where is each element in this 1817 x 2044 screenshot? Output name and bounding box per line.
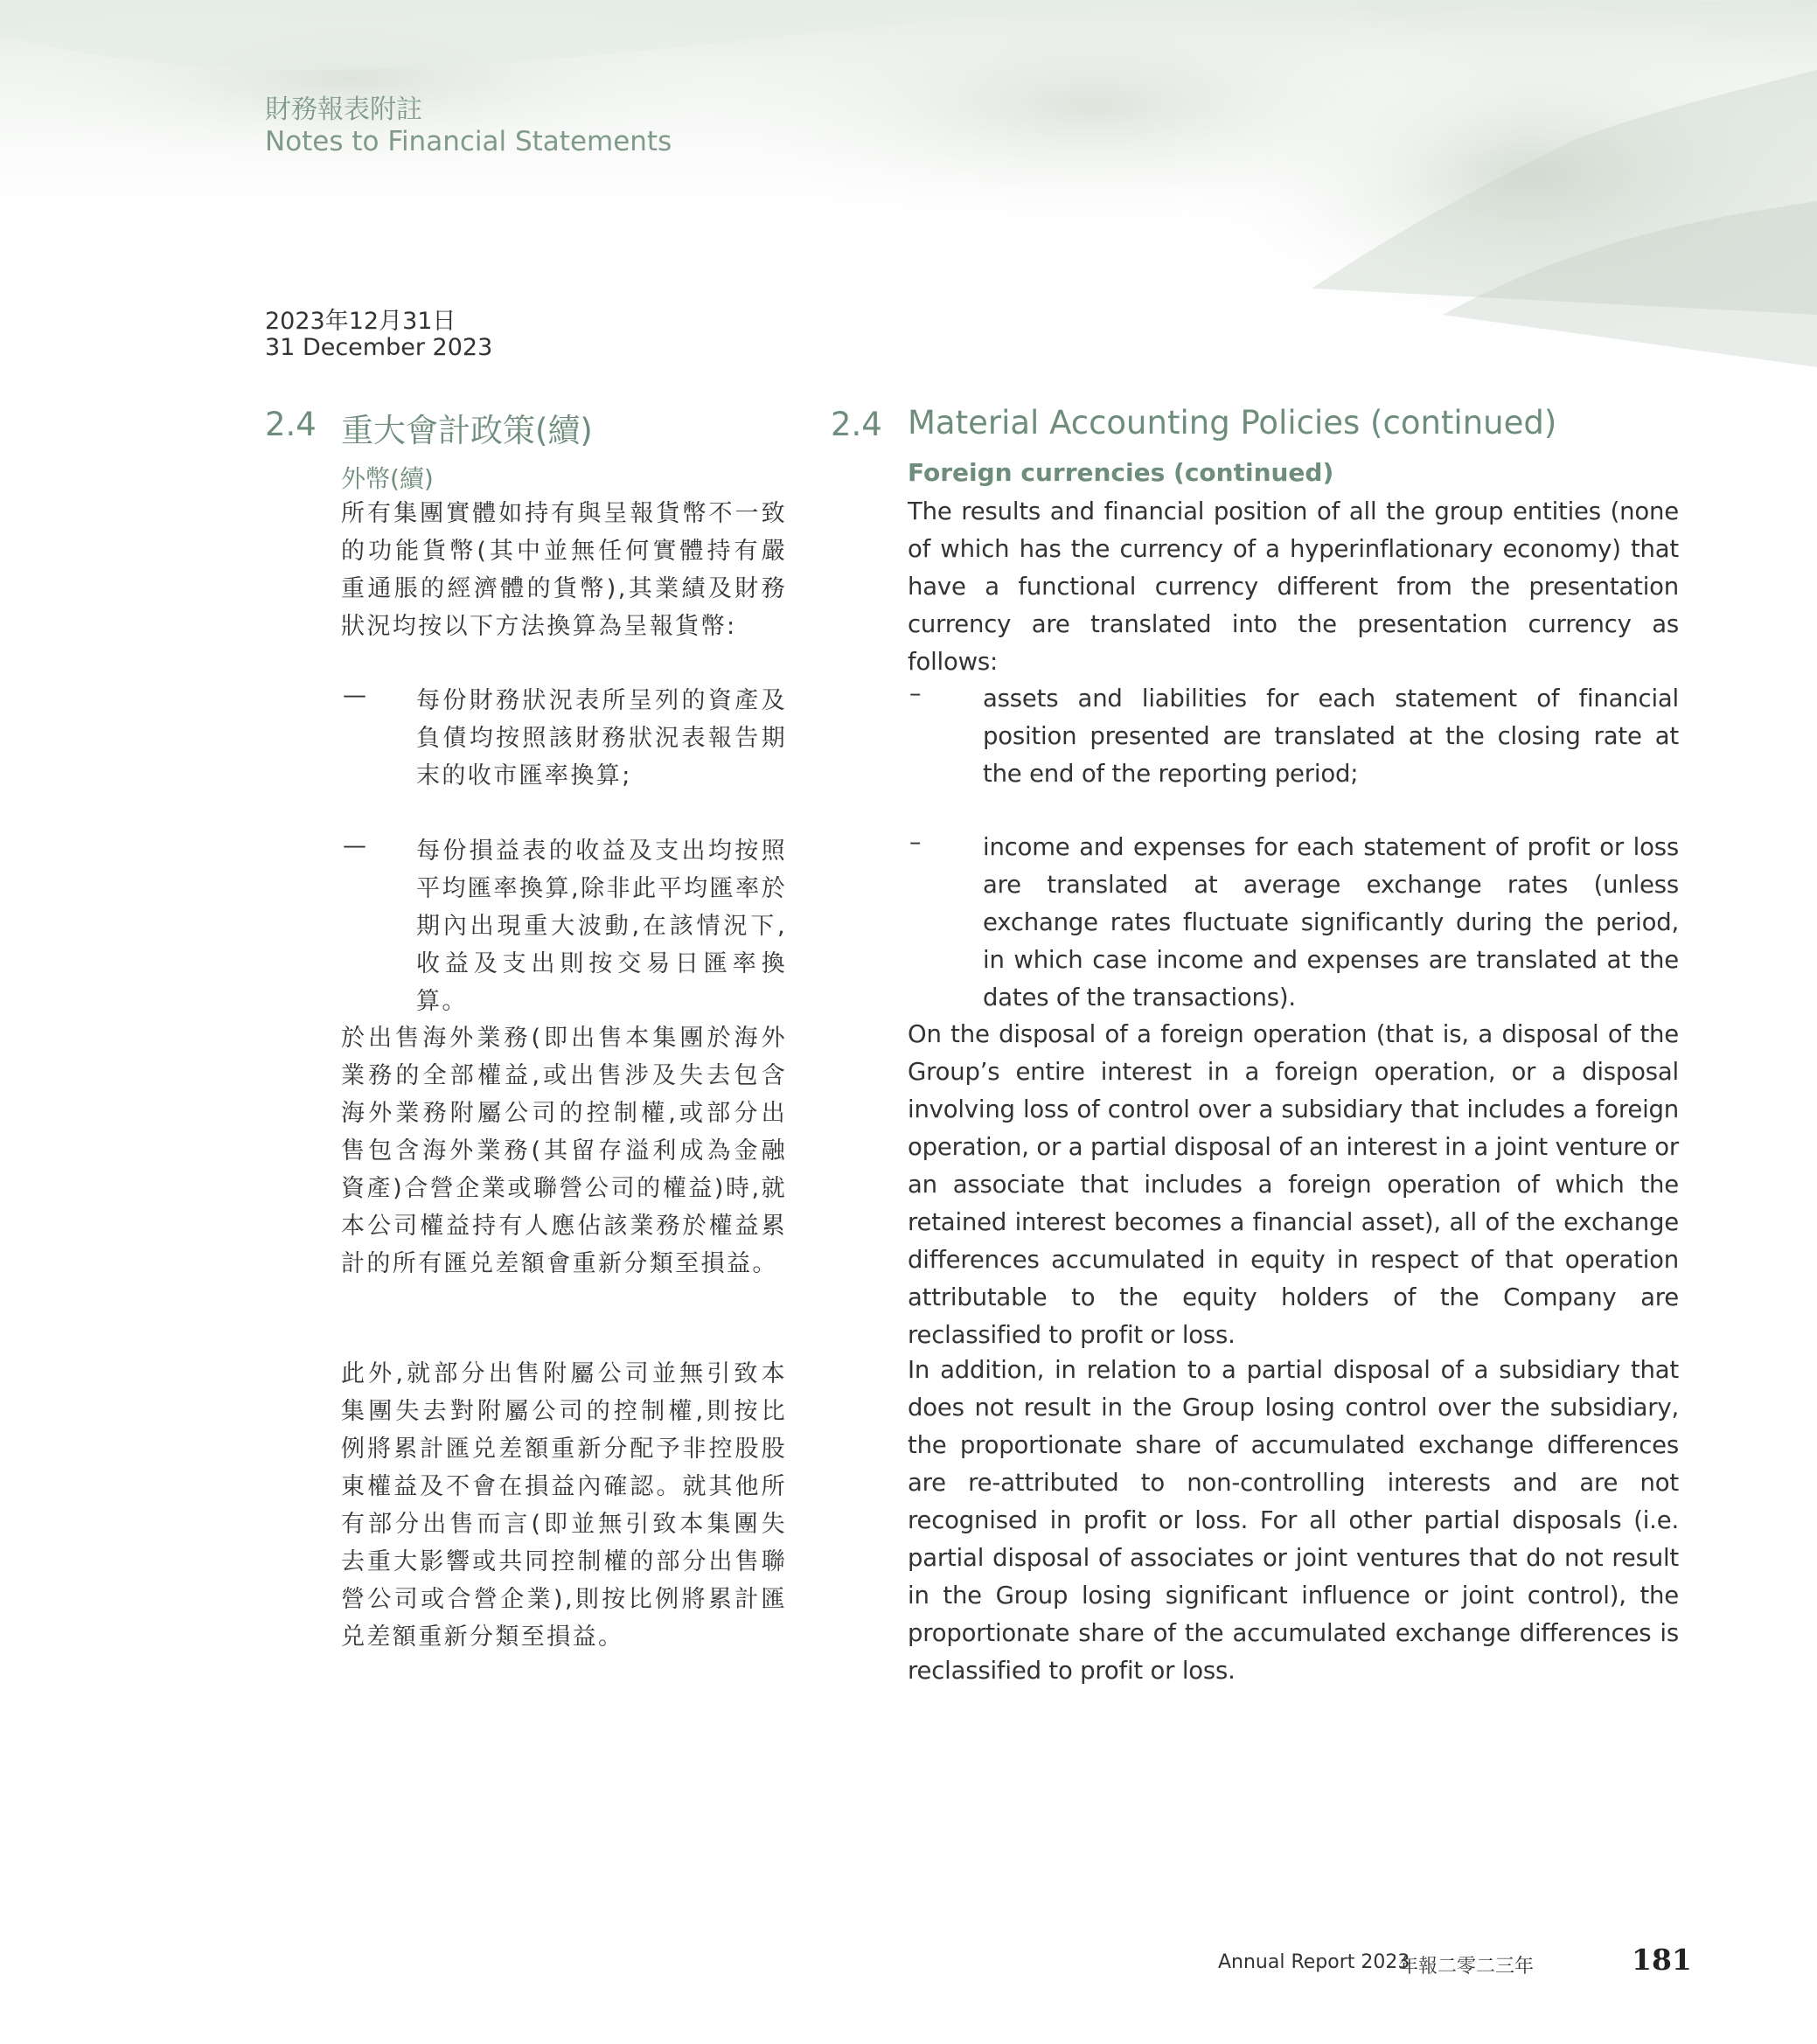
bullet-text-zh-2: 每份損益表的收益及支出均按照平均匯率換算,除非此平均匯率於期內出現重大波動,在該情況下,收益及支出則按交易日匯率換算。 bbox=[416, 838, 787, 1015]
paragraph-intro-en: The results and financial position of all the group entities (none of which has the currency of a hyperinflationary economy) that have a functional currency different from the presentation currency are translated into the presentation currency as follows: bbox=[908, 497, 1679, 676]
subsection-title-zh: 外幣(續) bbox=[341, 464, 434, 493]
date-en: 31 December 2023 bbox=[265, 334, 493, 361]
subsection-title-en: Foreign currencies (continued) bbox=[908, 458, 1334, 487]
footer-report-zh: 年報二零二三年 bbox=[1399, 1956, 1535, 1978]
paragraph-intro-zh: 所有集團實體如持有與呈報貨幣不一致的功能貨幣(其中並無任何實體持有嚴重通脹的經濟體的貨幣),其業績及財務狀況均按以下方法換算為呈報貨幣: bbox=[341, 500, 787, 640]
page-number: 181 bbox=[1632, 1943, 1692, 1977]
paragraph-partial-disposal-en: In addition, in relation to a partial disposal of a subsidiary that does not result in the Group losing control over the subsidiary, the proportionate share of accumulated exchange differences are re-attributed to non-controlling interests and are not recognised in profit or loss. For all other partial disposals (i.e. partial disposal of associates or joint ventures that do not result in the Group losing significant influence or joint control), the proportionate share of the accumulated exchange differences is reclassified to profit or loss. bbox=[908, 1356, 1679, 1685]
paragraph-disposal-zh: 於出售海外業務(即出售本集團於海外業務的全部權益,或出售涉及失去包含海外業務附屬公司的控制權,或部分出售包含海外業務(其留存溢利成為金融資產)合營企業或聯營公司的權益)時,就本公司權益持有人應佔該業務於權益累計的所有匯兑差額會重新分類至損益。 bbox=[341, 1025, 787, 1277]
section-number-zh: 2.4 bbox=[265, 406, 317, 443]
section-title-zh: 重大會計政策(續) bbox=[341, 412, 593, 449]
bullet-text-zh-1: 每份財務狀況表所呈列的資產及負債均按照該財務狀況表報告期末的收市匯率換算; bbox=[416, 687, 787, 789]
section-title-en: Material Accounting Policies (continued) bbox=[908, 404, 1557, 441]
running-header-zh: 財務報表附註 bbox=[265, 94, 422, 125]
bullet-dash-en-1: – bbox=[909, 680, 922, 707]
bullet-dash-en-2: – bbox=[909, 829, 922, 856]
bullet-dash-zh-1: — bbox=[343, 682, 366, 709]
paragraph-partial-disposal-zh: 此外,就部分出售附屬公司並無引致本集團失去對附屬公司的控制權,則按比例將累計匯兑差額重新分配予非控股股東權益及不會在損益內確認。就其他所有部分出售而言(即並無引致本集團失去重大影響或共同控制權的部分出售聯營公司或合營企業),則按比例將累計匯兑差額重新分類至損益。 bbox=[341, 1360, 787, 1651]
bullet-text-en-1: assets and liabilities for each statement of financial position presented are translated at the closing rate at the end of the reporting period; bbox=[983, 685, 1679, 788]
running-header-en: Notes to Financial Statements bbox=[265, 126, 672, 157]
bullet-text-en-2: income and expenses for each statement of profit or loss are translated at average exchange rates (unless exchange rates fluctuate significantly during the period, in which case income and expenses are translated at the dates of the transactions). bbox=[983, 833, 1679, 1012]
section-number-en: 2.4 bbox=[831, 406, 882, 443]
footer-report-en: Annual Report 2023 bbox=[1218, 1951, 1410, 1973]
date-zh: 2023年12月31日 bbox=[265, 308, 456, 335]
paragraph-disposal-en: On the disposal of a foreign operation (that is, a disposal of the Group’s entire interest in a foreign operation, or a disposal involving loss of control over a subsidiary that includes a foreign operation, or a partial disposal of an interest in a joint venture or an associate that includes a foreign operation of which the retained interest becomes a financial asset), all of the exchange differences accumulated in equity in respect of that operation attributable to the equity holders of the Company are reclassified to profit or loss. bbox=[908, 1020, 1679, 1349]
bullet-dash-zh-2: — bbox=[343, 832, 366, 859]
